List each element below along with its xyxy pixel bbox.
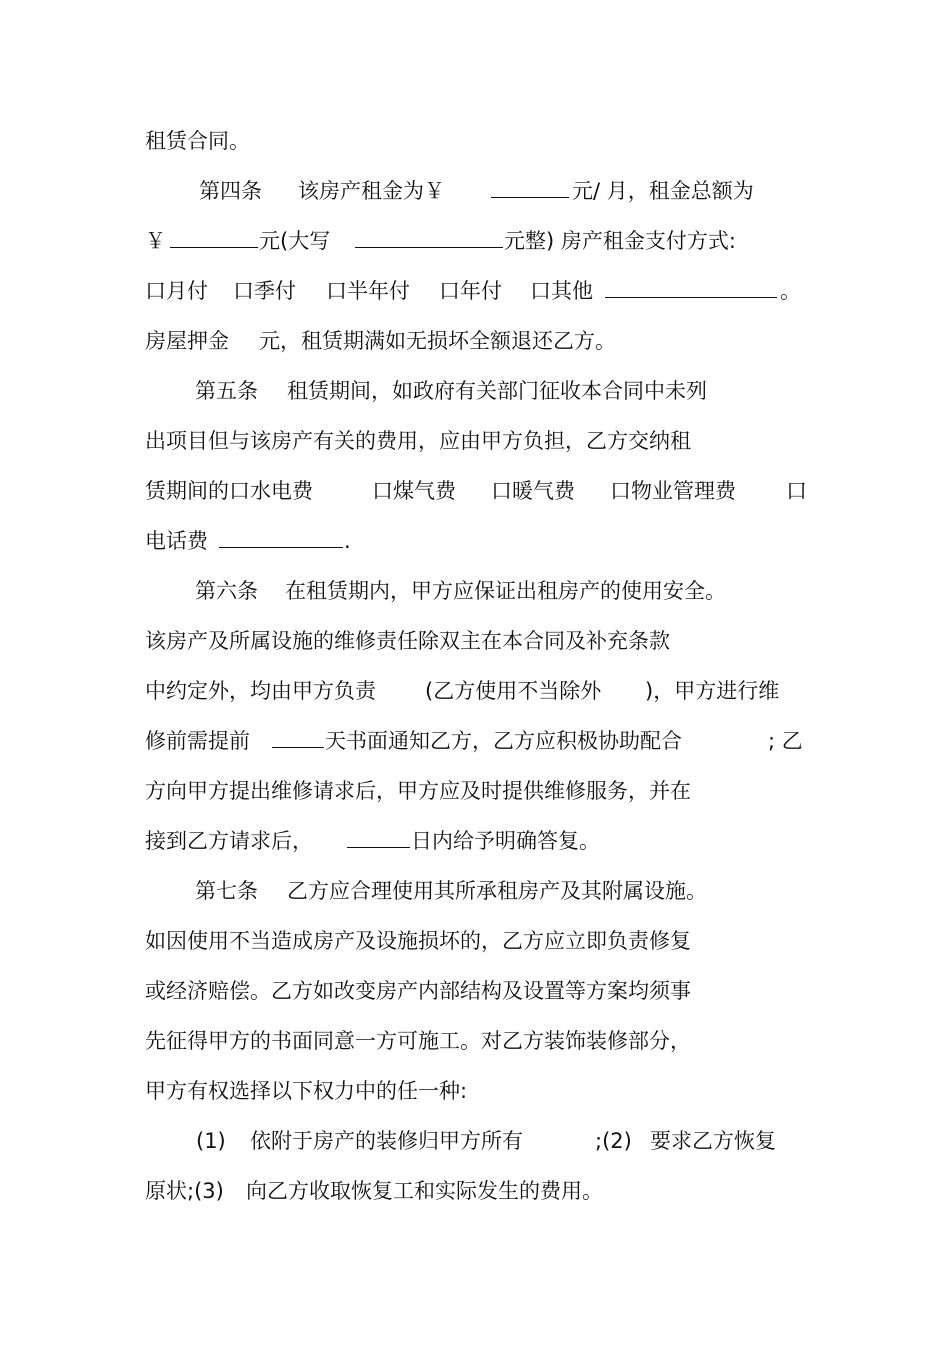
text-segment: 租赁合同。: [145, 129, 250, 153]
checkbox-option-property-mgmt[interactable]: 口物业管理费: [610, 479, 736, 503]
options-list-line: [0, 1124, 950, 1158]
text-segment: 向乙方收取恢复工和实际发生的费用。: [246, 1179, 603, 1203]
text-segment: 租赁期间，如政府有关部门征收本合同中未列: [287, 379, 707, 403]
blank-field[interactable]: [170, 224, 258, 258]
blank-field[interactable]: [355, 224, 503, 258]
text-segment: 房屋押金: [145, 329, 229, 353]
text-line: [0, 774, 950, 808]
checkbox-option-heating[interactable]: 口暖气费: [491, 479, 575, 503]
text-segment: 接到乙方请求后，: [145, 829, 313, 853]
text-segment: 。: [780, 279, 801, 303]
text-line: [0, 824, 950, 858]
text-segment: )，甲方进行维: [645, 679, 780, 703]
clause-number: 第六条: [195, 579, 258, 603]
text-line: [0, 974, 950, 1008]
text-segment: 乙方应合理使用其所承租房产及其附属设施。: [287, 879, 707, 903]
text-segment: 如因使用不当造成房产及设施损坏的，乙方应立即负责修复: [145, 929, 691, 953]
text-segment: ; 乙: [768, 729, 803, 753]
text-segment: 依附于房产的装修归甲方所有: [250, 1129, 523, 1153]
payment-options-line: [0, 274, 950, 308]
clause-6-heading-line: [0, 574, 950, 608]
checkbox-option-phone[interactable]: 口: [786, 479, 807, 503]
text-segment: 修前需提前: [145, 729, 250, 753]
text-segment: 出项目但与该房产有关的费用，应由甲方负担，乙方交纳租: [145, 429, 691, 453]
text-segment: 原状;(3): [145, 1179, 224, 1203]
text-segment: 该房产租金为￥: [298, 179, 445, 203]
text-segment: 电话费: [145, 529, 208, 553]
text-segment: 该房产及所属设施的维修责任除双主在本合同及补充条款: [145, 629, 670, 653]
text-segment: 在租赁期内，甲方应保证出租房产的使用安全。: [285, 579, 726, 603]
blank-field[interactable]: [219, 524, 343, 558]
clause-number: 第四条: [199, 179, 262, 203]
text-line: [0, 1174, 950, 1208]
blank-field[interactable]: [491, 174, 569, 208]
checkbox-option-quarterly[interactable]: 口季付: [233, 279, 296, 303]
checkbox-option-monthly[interactable]: 口月付: [145, 279, 208, 303]
text-segment: 要求乙方恢复: [650, 1129, 776, 1153]
fee-options-line: [0, 474, 950, 508]
text-segment: .: [344, 529, 351, 553]
text-line: [0, 1024, 950, 1058]
text-line: [0, 924, 950, 958]
text-line: [0, 424, 950, 458]
text-segment: 中约定外，均由甲方负责: [145, 679, 376, 703]
text-segment: 天书面通知乙方，乙方应积极协助配合: [325, 729, 682, 753]
text-segment: 先征得甲方的书面同意一方可施工。对乙方装饰装修部分，: [145, 1029, 691, 1053]
text-line: [0, 324, 950, 358]
list-marker: ;(2): [595, 1129, 632, 1153]
checkbox-option-semiannual[interactable]: 口半年付: [326, 279, 410, 303]
text-segment: 日内给予明确答复。: [411, 829, 600, 853]
text-line: [0, 624, 950, 658]
clause-number: 第五条: [195, 379, 258, 403]
list-marker: (1): [196, 1129, 226, 1153]
text-segment: (乙方使用不当除外: [425, 679, 602, 703]
blank-field[interactable]: [605, 274, 777, 308]
checkbox-option-other[interactable]: 口其他: [530, 279, 593, 303]
text-segment: 元(大写: [259, 229, 331, 253]
text-segment: 甲方有权选择以下权力中的任一种:: [145, 1079, 468, 1103]
text-line: [0, 1074, 950, 1108]
text-segment: 方向甲方提出维修请求后，甲方应及时提供维修服务，并在: [145, 779, 691, 803]
clause-5-heading-line: [0, 374, 950, 408]
text-segment: 或经济赔偿。乙方如改变房产内部结构及设置等方案均须事: [145, 979, 691, 1003]
checkbox-option-gas[interactable]: 口煤气费: [372, 479, 456, 503]
text-segment: 元，租赁期满如无损坏全额退还乙方。: [259, 329, 616, 353]
text-line: [0, 124, 950, 158]
text-segment: 元/ 月，租金总额为: [572, 179, 754, 203]
text-line: [0, 524, 950, 558]
clause-number: 第七条: [195, 879, 258, 903]
text-segment: ￥: [145, 229, 166, 253]
checkbox-option-annual[interactable]: 口年付: [439, 279, 502, 303]
blank-field[interactable]: [272, 724, 324, 758]
blank-field[interactable]: [347, 824, 410, 858]
text-segment: 元整) 房产租金支付方式:: [504, 229, 736, 253]
text-line: [0, 224, 950, 258]
text-line: [0, 724, 950, 758]
clause-7-heading-line: [0, 874, 950, 908]
checkbox-option-water-electric[interactable]: 赁期间的口水电费: [145, 479, 313, 503]
clause-4-heading-line: [0, 174, 950, 208]
text-line: [0, 674, 950, 708]
